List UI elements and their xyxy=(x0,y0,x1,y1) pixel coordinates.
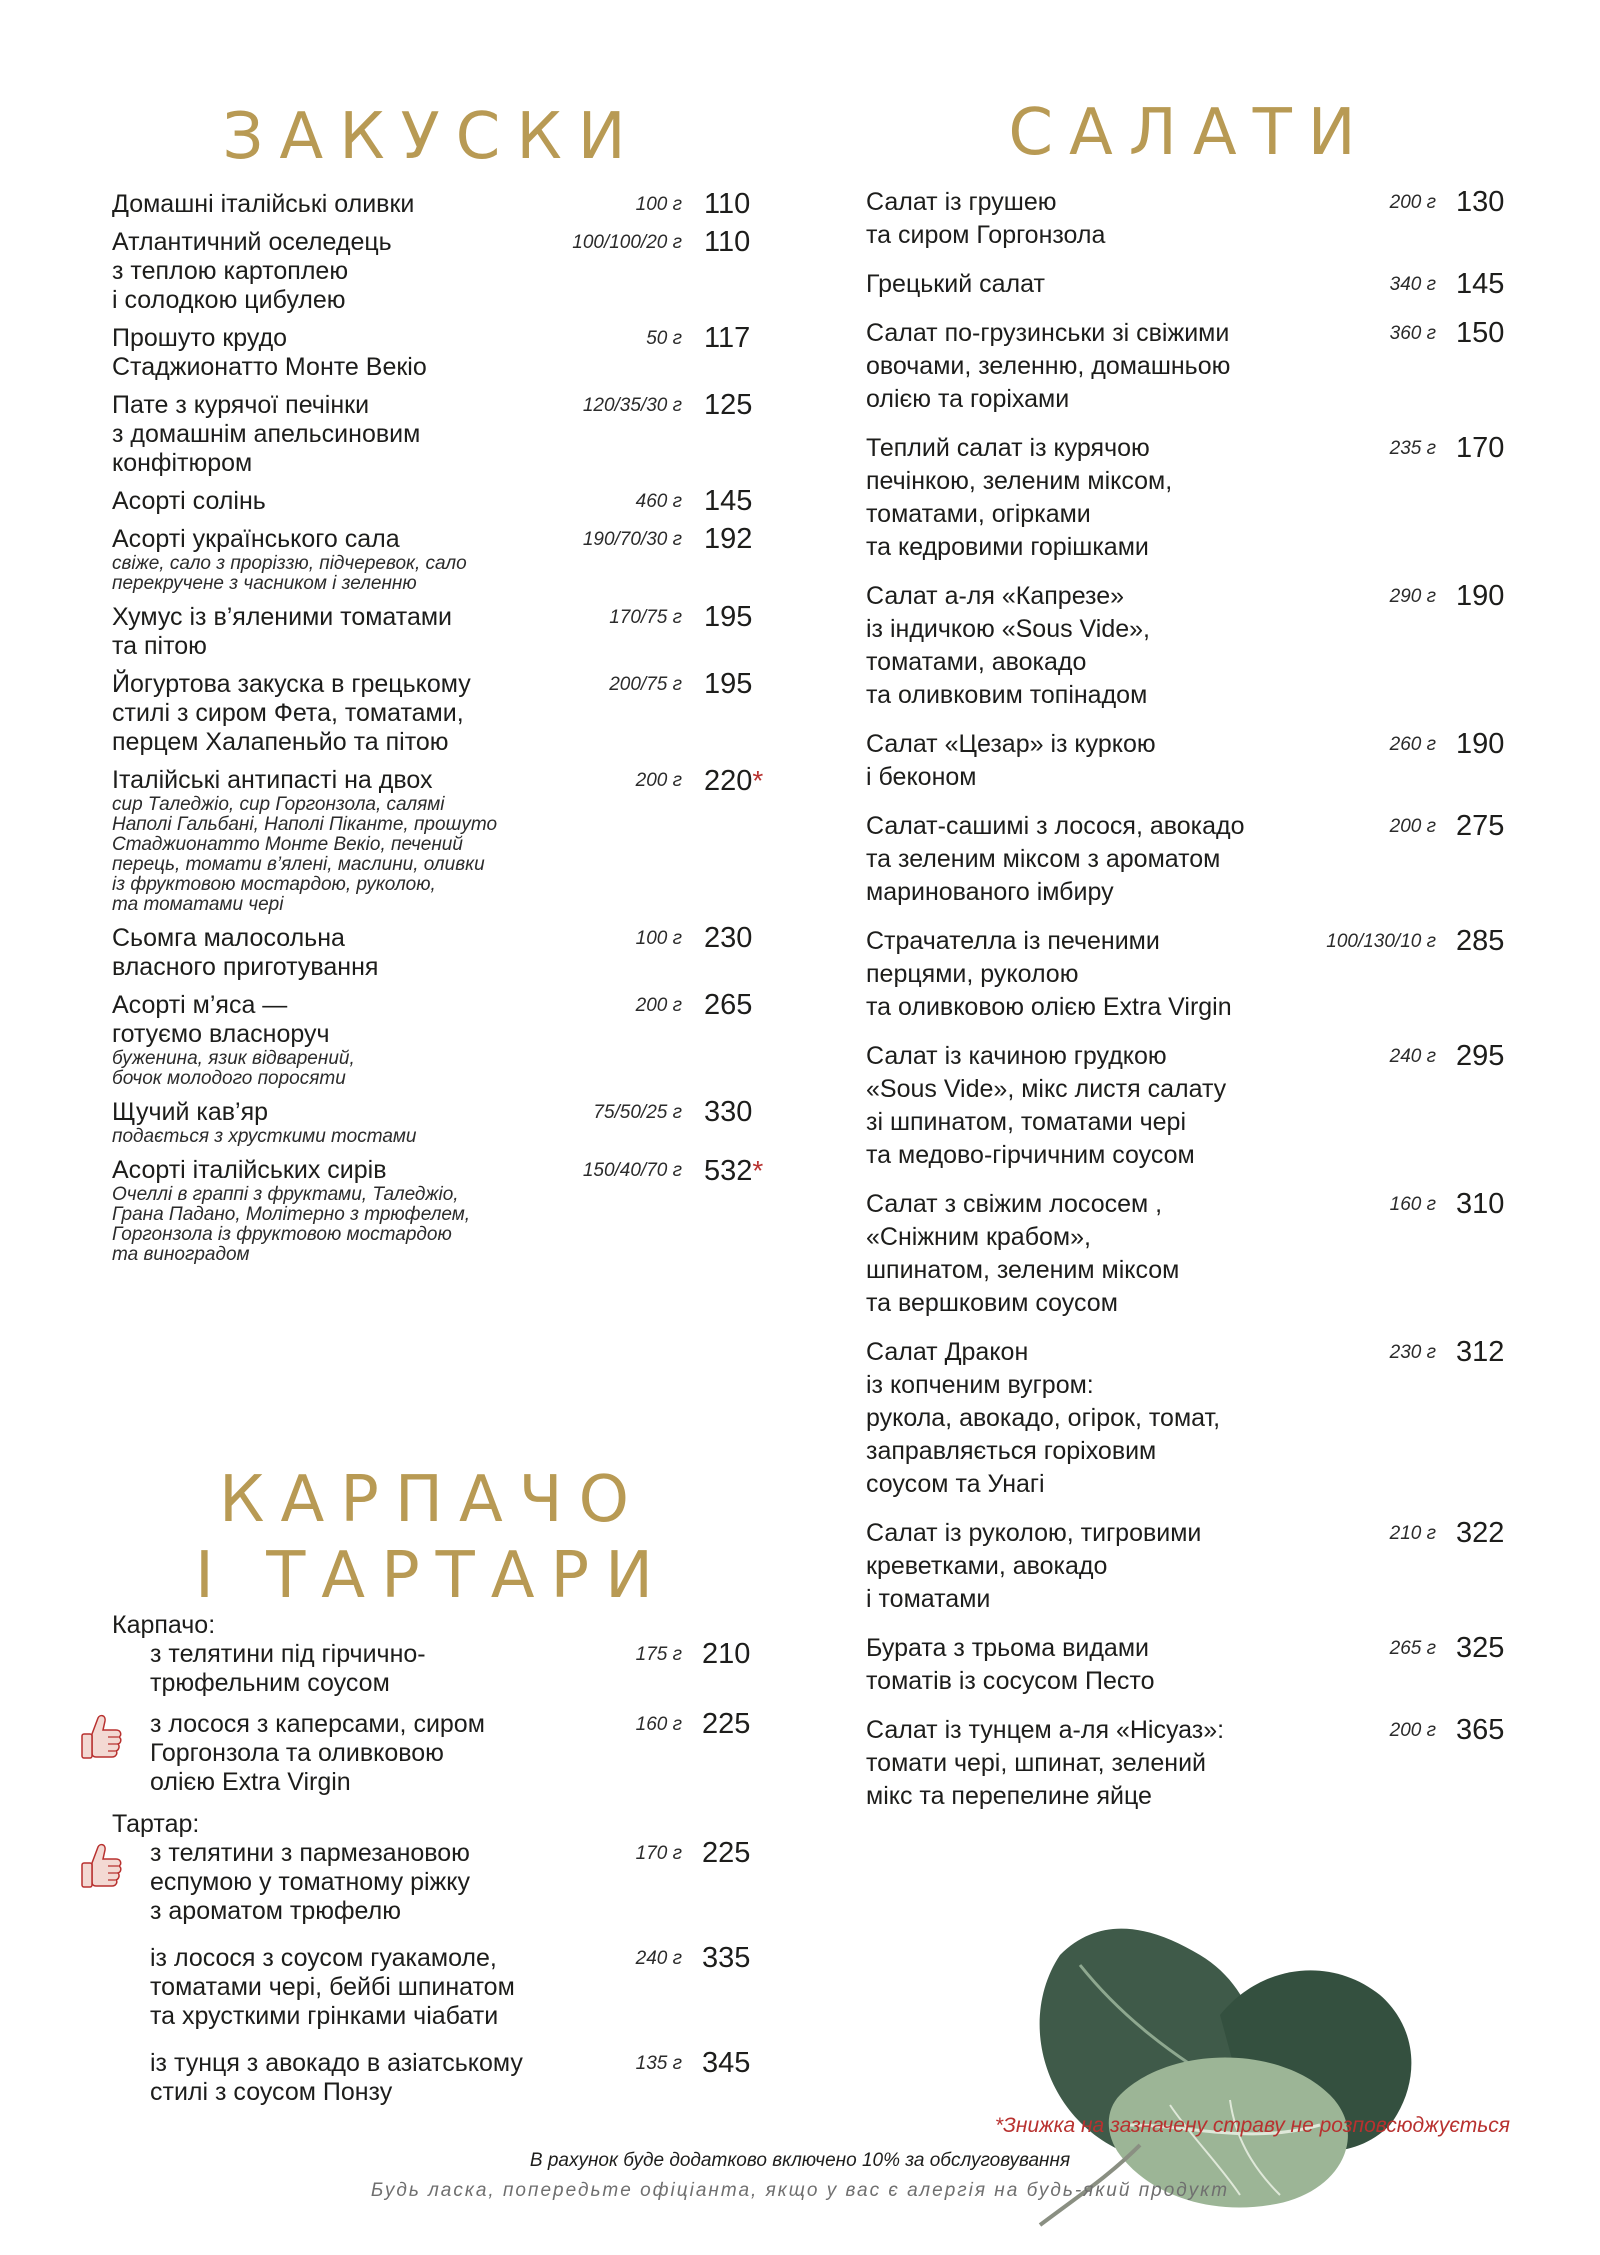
dish-weight: 210 г xyxy=(1389,1523,1436,1544)
menu-item xyxy=(866,432,1514,564)
dish-weight: 100 г xyxy=(635,928,682,949)
menu-item xyxy=(866,1714,1514,1813)
price-value: 312 xyxy=(1456,1336,1505,1368)
price-value: 192 xyxy=(704,523,753,555)
menu-item xyxy=(112,190,782,219)
dish-weight: 240 г xyxy=(1389,1046,1436,1067)
dish-weight: 160 г xyxy=(1389,1194,1436,1215)
dish-name: Атлантичний оселедець з теплою картоплею і солодкою цибулею xyxy=(112,228,392,314)
dish-weight: 75/50/25 г xyxy=(593,1102,682,1123)
dish-name: Салат Дракон із копченим вугром: рукола, авокадо, огірок, томат, заправляється горіховим соусом та Унагі xyxy=(866,1338,1221,1498)
service-note: В рахунок буде додатково включено 10% за обслуговування xyxy=(529,2150,1071,2171)
dish-description: подається з хрусткими тостами xyxy=(112,1126,417,1147)
dish-price xyxy=(702,1944,750,1973)
menu-item xyxy=(112,1710,782,1797)
dish-name: Салат по-грузинськи зі свіжими овочами, зеленню, домашньою олією та горіхами xyxy=(866,319,1231,413)
dish-weight: 120/35/30 г xyxy=(582,395,682,416)
dish-price xyxy=(704,766,763,796)
dish-weight: 135 г xyxy=(635,2053,682,2074)
carpaccio-label: Карпачо: xyxy=(112,1611,216,1639)
menu-item xyxy=(112,924,782,982)
dish-weight: 460 г xyxy=(635,491,682,512)
dish-weight: 360 г xyxy=(1389,323,1436,344)
price-value: 230 xyxy=(704,922,753,954)
menu-item xyxy=(112,487,782,516)
price-value: 295 xyxy=(1456,1040,1505,1072)
menu-item xyxy=(112,228,782,315)
menu-item xyxy=(112,1944,782,2031)
price-value: 330 xyxy=(704,1096,753,1128)
menu-item xyxy=(866,1336,1514,1501)
menu-item xyxy=(866,925,1514,1024)
dish-name: Салат з свіжим лососем , «Сніжним крабом», шпинатом, зеленим міксом та вершковим соусом xyxy=(866,1190,1180,1317)
dish-weight: 100/130/10 г xyxy=(1326,931,1436,952)
menu-item xyxy=(112,324,782,382)
menu-item xyxy=(112,525,782,594)
dish-name: Асорті українського сала xyxy=(112,525,400,553)
dish-description: буженина, язик відварений, бочок молодого поросяти xyxy=(112,1048,355,1089)
dish-name: Йогуртова закуска в грецькому стилі з сиром Фета, томатами, перцем Халапеньйо та пітою xyxy=(112,670,471,756)
dish-name: Салат-сашимі з лосося, авокадо та зеленим міксом з ароматом маринованого імбиру xyxy=(866,812,1245,906)
menu-item xyxy=(866,580,1514,712)
menu-item xyxy=(866,186,1514,252)
dish-weight: 200 г xyxy=(635,995,682,1016)
section-title-zakusky: ЗАКУСКИ xyxy=(222,100,642,174)
thumbs-up-icon xyxy=(78,1841,124,1891)
dish-price xyxy=(1456,1714,1504,1747)
price-value: 220 xyxy=(704,765,753,797)
allergy-note: Будь ласка, попередьте офіціанта, якщо у вас є алергія на будь-який продукт xyxy=(370,2180,1230,2201)
price-value: 285 xyxy=(1456,925,1505,957)
dish-name: Салат із тунцем а-ля «Нісуаз»: томати чері, шпинат, зелений мікс та перепелине яйце xyxy=(866,1716,1225,1810)
menu-item xyxy=(866,1517,1514,1616)
dish-price xyxy=(702,1839,750,1868)
dish-price xyxy=(1456,925,1504,958)
menu-item xyxy=(866,1188,1514,1320)
dish-name: з телятини з пармезановою еспумою у томатному ріжку з ароматом трюфелю xyxy=(150,1839,470,1925)
section-title-karpacho xyxy=(112,1462,752,1614)
dish-price xyxy=(1456,1632,1504,1665)
dish-weight: 240 г xyxy=(635,1948,682,1969)
menu-item xyxy=(112,603,782,661)
dish-name: Салат «Цезар» із куркою і беконом xyxy=(866,730,1156,791)
dish-name: Салат із руколою, тигровими креветками, авокадо і томатами xyxy=(866,1519,1202,1613)
price-value: 130 xyxy=(1456,186,1505,218)
dish-weight: 50 г xyxy=(646,328,682,349)
karpacho-list xyxy=(112,1610,782,2125)
price-value: 125 xyxy=(704,389,753,421)
dish-name: з телятини під гірчично- трюфельним соусом xyxy=(150,1640,426,1697)
dish-weight: 100/100/20 г xyxy=(572,232,682,253)
dish-weight: 170 г xyxy=(635,1843,682,1864)
dish-description: свіже, сало з проріззю, підчеревок, сало перекручене з часником і зеленню xyxy=(112,553,467,594)
dish-name: Домашні італійські оливки xyxy=(112,190,415,218)
dish-weight: 200 г xyxy=(1389,1720,1436,1741)
price-value: 117 xyxy=(704,322,751,354)
thumbs-up-icon xyxy=(78,1712,124,1762)
discount-star: * xyxy=(752,1155,764,1186)
price-value: 365 xyxy=(1456,1714,1505,1746)
menu-item xyxy=(112,1839,782,1926)
dish-price xyxy=(704,324,750,353)
dish-weight: 230 г xyxy=(1389,1342,1436,1363)
price-value: 190 xyxy=(1456,728,1505,760)
price-value: 195 xyxy=(704,601,753,633)
dish-price xyxy=(704,190,750,219)
menu-item xyxy=(112,1098,782,1147)
dish-name: Італійські антипасті на двох xyxy=(112,766,433,794)
dish-name: із тунця з авокадо в азіатському стилі з соусом Понзу xyxy=(150,2049,523,2106)
dish-weight: 235 г xyxy=(1389,438,1436,459)
menu-item xyxy=(866,268,1514,301)
menu-item xyxy=(866,810,1514,909)
price-value: 145 xyxy=(1456,268,1505,300)
dish-description: Очеллі в граппі з фруктами, Таледжіо, Грана Падано, Молітерно з трюфелем, Горгонзола із фруктовою мостардою та виноградом xyxy=(112,1184,471,1265)
dish-name: Страчателла із печеними перцями, руколою та оливковою олією Extra Virgin xyxy=(866,927,1232,1021)
dish-price xyxy=(704,603,752,632)
dish-name: Асорті м’яса — готуємо власноруч xyxy=(112,991,330,1048)
dish-name: із лосося з соусом гуакамоле, томатами чері, бейбі шпинатом та хрусткими грінками чіабати xyxy=(150,1944,515,2030)
zakusky-list xyxy=(112,190,782,1274)
menu-item xyxy=(112,1640,782,1698)
dish-weight: 290 г xyxy=(1389,586,1436,607)
menu-item xyxy=(112,766,782,915)
dish-price xyxy=(704,391,752,420)
dish-price xyxy=(702,2049,750,2078)
dish-name: Хумус із в’яленими томатами та пітою xyxy=(112,603,453,660)
price-value: 265 xyxy=(704,989,753,1021)
menu-item xyxy=(112,391,782,478)
price-value: 195 xyxy=(704,668,753,700)
dish-weight: 100 г xyxy=(635,194,682,215)
carpaccio-items xyxy=(112,1640,782,1797)
menu-item xyxy=(866,1632,1514,1698)
dish-weight: 175 г xyxy=(635,1644,682,1665)
dish-name: Асорті солінь xyxy=(112,487,266,515)
dish-name: Салат а-ля «Капрезе» із індичкою «Sous Vide», томатами, авокадо та оливковим топінадом xyxy=(866,582,1150,709)
dish-price xyxy=(1456,1517,1504,1550)
price-value: 170 xyxy=(1456,432,1505,464)
dish-weight: 190/70/30 г xyxy=(582,529,682,550)
menu-item xyxy=(866,317,1514,416)
dish-price xyxy=(1456,268,1504,301)
price-value: 532 xyxy=(704,1155,753,1187)
salaty-list xyxy=(866,186,1514,1829)
dish-name: з лосося з каперсами, сиром Горгонзола та оливковою олією Extra Virgin xyxy=(150,1710,485,1796)
dish-price xyxy=(1456,317,1504,350)
dish-description: сир Таледжіо, сир Горгонзола, салямі Наполі Гальбані, Наполі Піканте, прошуто Стаджионатто Монте Векіо, печений перець, томати в’ялені, маслини, оливки із фруктовою мостардою, руколою, та томатами чері xyxy=(112,794,498,915)
dish-name: Теплий салат із курячою печінкою, зеленим міксом, томатами, огірками та кедровими горішками xyxy=(866,434,1173,561)
dish-weight: 265 г xyxy=(1389,1638,1436,1659)
discount-star: * xyxy=(752,765,764,796)
price-value: 322 xyxy=(1456,1517,1505,1549)
menu-item xyxy=(112,2049,782,2107)
price-value: 325 xyxy=(1456,1632,1505,1664)
price-value: 310 xyxy=(1456,1188,1505,1220)
tartar-label: Тартар: xyxy=(112,1810,200,1838)
dish-price xyxy=(702,1640,750,1669)
dish-price xyxy=(1456,1040,1504,1073)
dish-price xyxy=(704,487,752,516)
menu-item xyxy=(866,1040,1514,1172)
dish-weight: 160 г xyxy=(635,1714,682,1735)
price-value: 275 xyxy=(1456,810,1505,842)
dish-weight: 200 г xyxy=(635,770,682,791)
dish-weight: 150/40/70 г xyxy=(582,1160,682,1181)
dish-weight: 170/75 г xyxy=(609,607,682,628)
dish-price xyxy=(1456,186,1504,219)
dish-name: Прошуто крудо Стаджионатто Монте Векіо xyxy=(112,324,427,381)
dish-price xyxy=(702,1710,750,1739)
dish-price xyxy=(704,1098,752,1127)
dish-price xyxy=(1456,432,1504,465)
dish-price xyxy=(704,991,752,1020)
dish-name: Асорті італійських сирів xyxy=(112,1156,387,1184)
dish-price xyxy=(704,924,752,953)
menu-item xyxy=(112,670,782,757)
menu-item xyxy=(112,1156,782,1265)
price-value: 335 xyxy=(702,1942,751,1974)
price-value: 145 xyxy=(704,485,753,517)
price-value: 345 xyxy=(702,2047,751,2079)
dish-name: Грецький салат xyxy=(866,270,1045,298)
dish-price xyxy=(1456,580,1504,613)
price-value: 110 xyxy=(704,188,751,220)
dish-price xyxy=(1456,810,1504,843)
section-title-salaty: САЛАТИ xyxy=(1008,96,1372,170)
dish-weight: 340 г xyxy=(1389,274,1436,295)
dish-name: Салат із грушею та сиром Горгонзола xyxy=(866,188,1106,249)
price-value: 110 xyxy=(704,226,751,258)
price-value: 150 xyxy=(1456,317,1505,349)
dish-name: Пате з курячої печінки з домашнім апельсиновим конфітюром xyxy=(112,391,421,477)
price-value: 225 xyxy=(702,1708,751,1740)
dish-name: Щучий кав’яр xyxy=(112,1098,269,1126)
dish-price xyxy=(1456,728,1504,761)
dish-price xyxy=(704,228,750,257)
dish-price xyxy=(1456,1188,1504,1221)
dish-weight: 200 г xyxy=(1389,192,1436,213)
price-value: 190 xyxy=(1456,580,1505,612)
dish-price xyxy=(704,670,752,699)
price-value: 225 xyxy=(702,1837,751,1869)
dish-weight: 200/75 г xyxy=(609,674,682,695)
dish-price xyxy=(1456,1336,1504,1369)
section-title-karpacho-line1: КАРПАЧО xyxy=(219,1463,645,1537)
price-value: 210 xyxy=(702,1638,751,1670)
dish-name: Бурата з трьома видами томатів із сосусом Песто xyxy=(866,1634,1155,1695)
tartar-items xyxy=(112,1839,782,2107)
dish-price xyxy=(704,1156,763,1186)
dish-weight: 200 г xyxy=(1389,816,1436,837)
section-title-karpacho-line2: І ТАРТАРИ xyxy=(194,1539,670,1613)
dish-weight: 260 г xyxy=(1389,734,1436,755)
dish-price xyxy=(704,525,752,554)
menu-item xyxy=(112,991,782,1089)
dish-name: Салат із качиною грудкою «Sous Vide», мікс листя салату зі шпинатом, томатами чері та медово-гірчичним соусом xyxy=(866,1042,1227,1169)
dish-name: Сьомга малосольна власного приготування xyxy=(112,924,379,981)
menu-item xyxy=(866,728,1514,794)
discount-note: *Знижка на зазначену страву не розповсюджується xyxy=(994,2114,1510,2137)
